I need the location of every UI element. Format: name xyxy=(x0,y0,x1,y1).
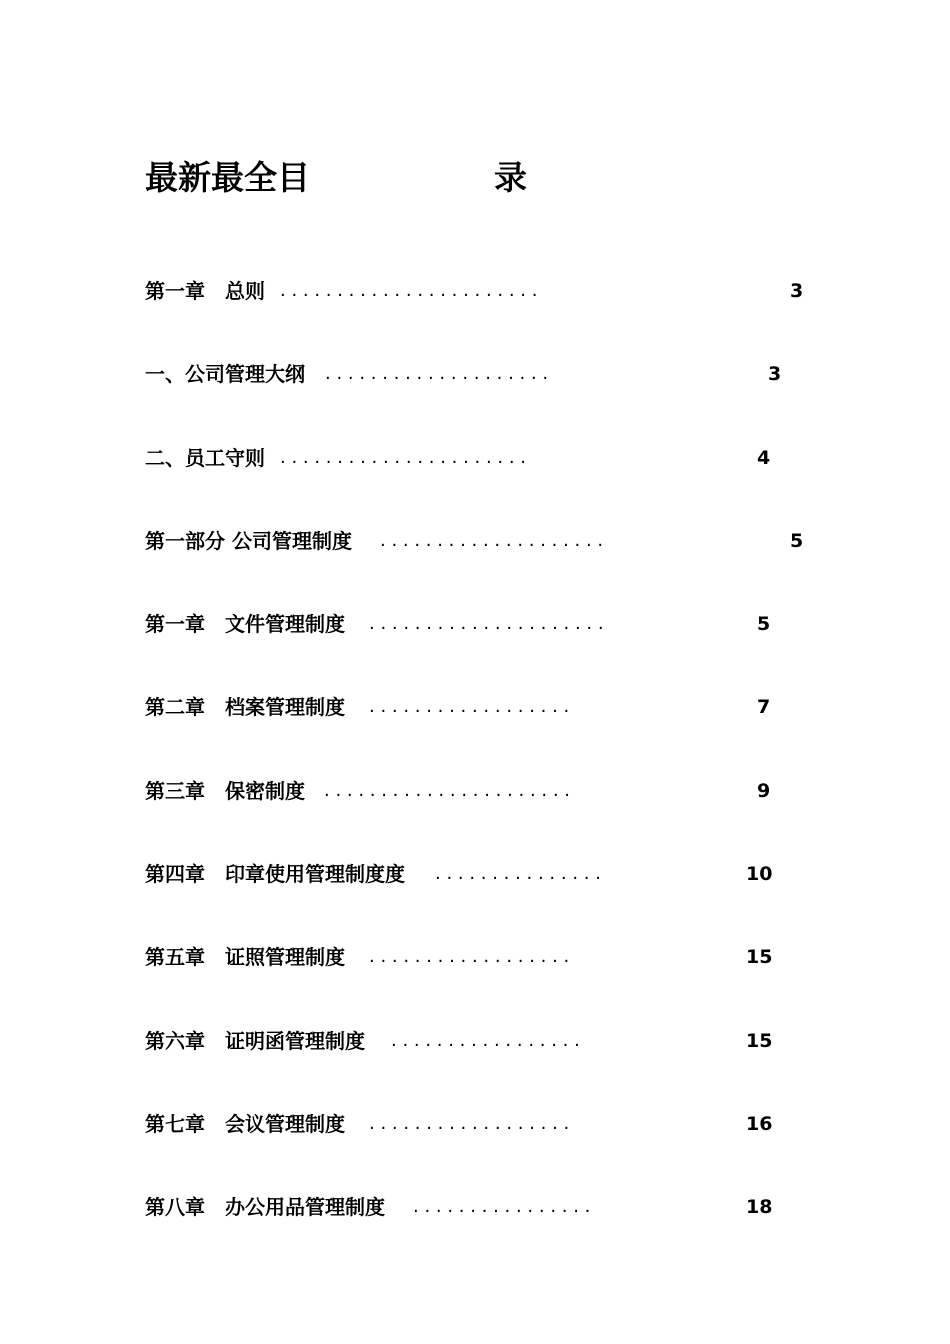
toc-entry-label: 第一部分 公司管理制度 xyxy=(145,529,352,553)
toc-entry-label: 第四章 印章使用管理制度度 xyxy=(145,862,405,886)
toc-entry-label: 第二章 档案管理制度 xyxy=(145,695,345,719)
toc-dot-leader: . . . . . . . . . . . . . . . . . xyxy=(391,1030,580,1051)
toc-entry-label: 第六章 证明函管理制度 xyxy=(145,1029,365,1053)
toc-entry-label: 一、公司管理大纲 xyxy=(145,362,305,386)
toc-page-number: 5 xyxy=(790,530,804,552)
toc-dot-leader: . . . . . . . . . . . . . . . . . . . . . . . xyxy=(280,280,538,301)
toc-page-number: 10 xyxy=(746,863,773,885)
toc-page-number: 7 xyxy=(757,696,771,718)
toc-page-number: 16 xyxy=(746,1113,773,1135)
toc-entry-label: 第五章 证照管理制度 xyxy=(145,945,345,969)
toc-dot-leader: . . . . . . . . . . . . . . . . . . xyxy=(369,1113,570,1134)
toc-page-number: 3 xyxy=(790,280,804,302)
toc-entry-label: 第三章 保密制度 xyxy=(145,779,305,803)
toc-dot-leader: . . . . . . . . . . . . . . . . xyxy=(413,1196,591,1217)
toc-entry-label: 第八章 办公用品管理制度 xyxy=(145,1195,385,1219)
toc-page-number: 5 xyxy=(757,613,771,635)
toc-dot-leader: . . . . . . . . . . . . . . . . . . . . . xyxy=(369,613,604,634)
toc-title-end: 录 xyxy=(494,158,527,197)
toc-page-number: 15 xyxy=(746,946,773,968)
toc-dot-leader: . . . . . . . . . . . . . . . . . . . . . . xyxy=(280,447,527,468)
toc-page-number: 18 xyxy=(746,1196,773,1218)
toc-entry-label: 第七章 会议管理制度 xyxy=(145,1112,345,1136)
toc-entry-label: 二、员工守则 xyxy=(145,446,265,470)
toc-entry-label: 第一章 总则 xyxy=(145,279,265,303)
toc-dot-leader: . . . . . . . . . . . . . . . . . . . . . . xyxy=(324,780,571,801)
toc-page-number: 3 xyxy=(768,363,782,385)
toc-dot-leader: . . . . . . . . . . . . . . . . . . xyxy=(369,946,570,967)
toc-entry-label: 第一章 文件管理制度 xyxy=(145,612,345,636)
toc-page-number: 9 xyxy=(757,780,771,802)
toc-dot-leader: . . . . . . . . . . . . . . . . . . . . xyxy=(380,530,604,551)
toc-dot-leader: . . . . . . . . . . . . . . . xyxy=(435,863,601,884)
toc-page-number: 15 xyxy=(746,1030,773,1052)
toc-dot-leader: . . . . . . . . . . . . . . . . . . xyxy=(369,696,570,717)
toc-dot-leader: . . . . . . . . . . . . . . . . . . . . xyxy=(325,363,549,384)
toc-page-number: 4 xyxy=(757,447,771,469)
toc-title: 最新最全目 xyxy=(145,158,310,197)
